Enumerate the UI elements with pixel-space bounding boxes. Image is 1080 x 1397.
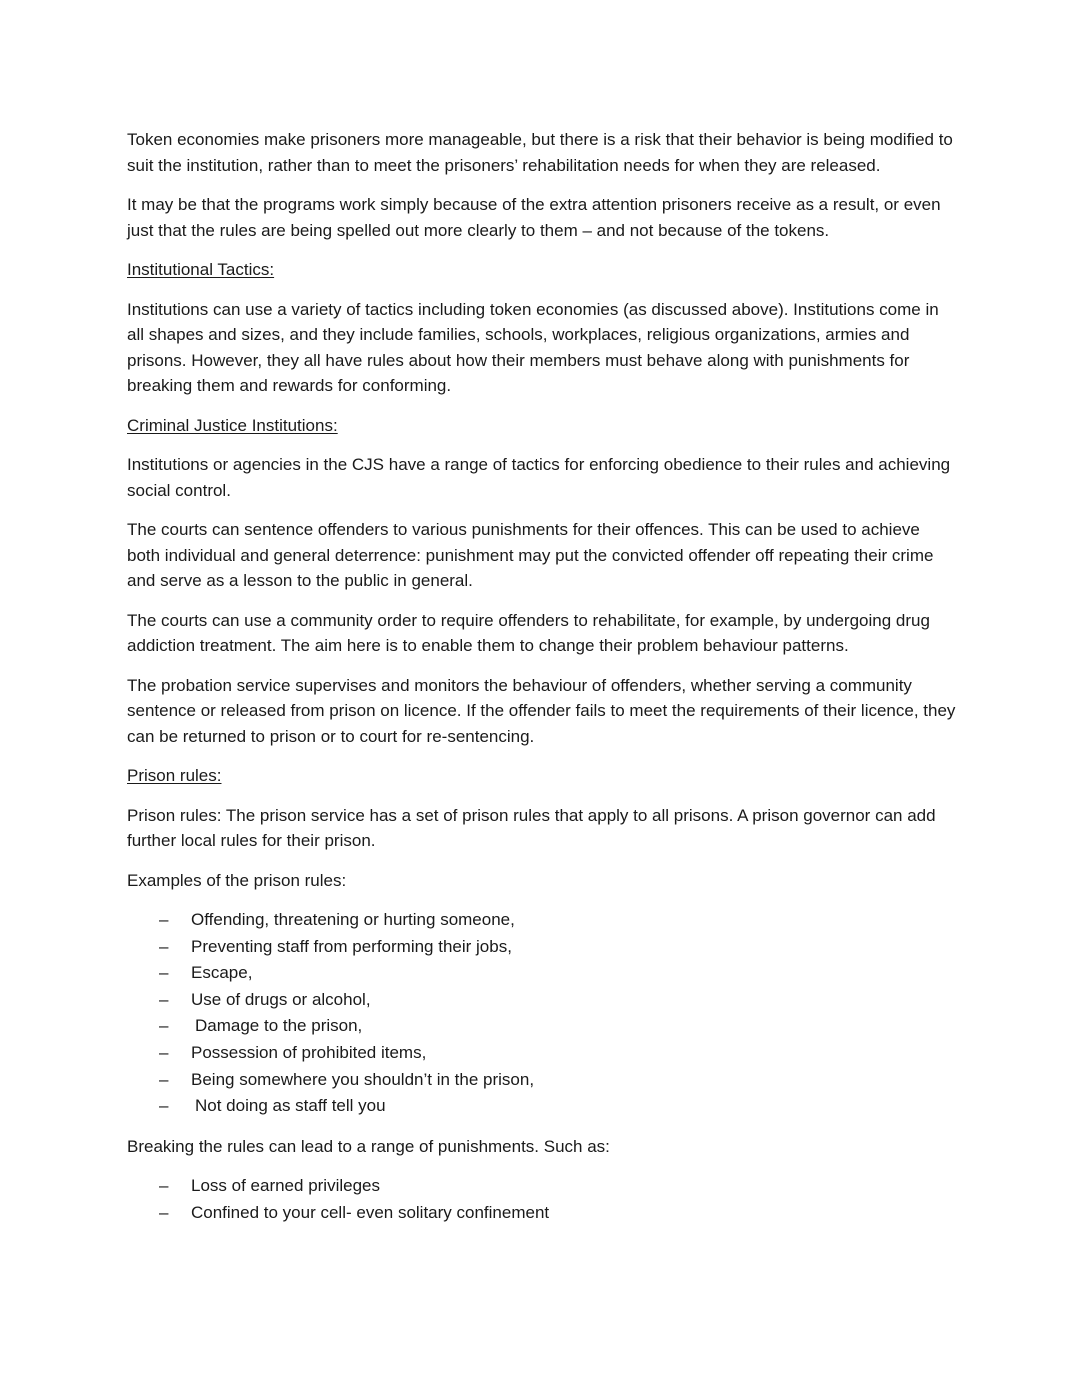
list-item [127,907,957,934]
list-item [127,1200,957,1227]
paragraph-probation-service: The probation service supervises and monitors the behaviour of offenders, whether serving a community sentence or released from prison on licence. If the offender fails to meet the requirements of their licence, they can be returned to prison or to court for re-sentencing. [127,675,956,746]
paragraph-institutions: Institutions can use a variety of tactics including token economies (as discussed above). Institutions come in all shapes and sizes, and they include families, schools, workplaces, religious organizations, armies and prisons. However, they all have rules about how their members must behave along with punishments for breaking them and rewards for conforming. [127,299,939,395]
list-item-text: Escape, [191,963,253,983]
heading-criminal-justice-institutions: Criminal Justice Institutions: [127,415,338,435]
paragraph-punishments-intro: Breaking the rules can lead to a range of punishments. Such as: [127,1136,610,1156]
dash-bullet: – [159,1069,169,1089]
paragraph-extra-attention: It may be that the programs work simply because of the extra attention prisoners receive as a result, or even just that the rules are being spelled out more clearly to them – and not because of the tokens. [127,195,941,240]
dash-bullet: – [159,936,169,956]
prison-rules-list [127,907,957,1120]
list-item-text: Possession of prohibited items, [191,1042,427,1062]
paragraph-courts-sentence: The courts can sentence offenders to various punishments for their offences. This can be used to achieve both individual and general deterrence: punishment may put the convicted offender off repeating their crime and serve as a lesson to the public in general. [127,520,934,590]
list-item [127,934,957,961]
dash-bullet: – [159,1096,169,1116]
paragraph-examples-intro: Examples of the prison rules: [127,870,347,890]
list-item [127,1093,957,1120]
list-item-text: Confined to your cell- even solitary confinement [191,1202,550,1222]
dash-bullet: – [159,1016,169,1036]
list-item [127,1173,957,1200]
heading-prison-rules: Prison rules: [127,766,222,785]
list-item [127,987,957,1014]
heading-institutional-tactics: Institutional Tactics: [127,260,275,279]
dash-bullet: – [159,963,169,983]
list-item-text: Use of drugs or alcohol, [191,989,371,1009]
list-item [127,1067,957,1094]
dash-bullet: – [159,1042,169,1062]
document-page [127,127,957,1240]
dash-bullet: – [159,989,169,1009]
list-item [127,960,957,987]
list-item [127,1040,957,1067]
list-item-text: Loss of earned privileges [191,1176,381,1196]
dash-bullet: – [159,1202,169,1222]
punishments-list [127,1173,957,1226]
paragraph-cjs-tactics: Institutions or agencies in the CJS have a range of tactics for enforcing obedience to their rules and achieving social control. [127,455,951,500]
paragraph-prison-rules: Prison rules: The prison service has a set of prison rules that apply to all prisons. A prison governor can add further local rules for their prison. [127,805,936,850]
list-item-text: Preventing staff from performing their jobs, [191,936,512,956]
dash-bullet: – [159,910,169,929]
list-item-text: Damage to the prison, [195,1016,363,1036]
list-item [127,1013,957,1040]
paragraph-community-order: The courts can use a community order to require offenders to rehabilitate, for example, by undergoing drug addiction treatment. The aim here is to enable them to change their problem behaviour patterns. [127,610,930,655]
list-item-text: Not doing as staff tell you [195,1096,386,1116]
list-item-text: Being somewhere you shouldn’t in the prison, [191,1069,535,1089]
paragraph-token-economies: Token economies make prisoners more manageable, but there is a risk that their behavior is being modified to suit the institution, rather than to meet the prisoners’ rehabilitation needs for when they are released. [127,130,953,175]
dash-bullet: – [159,1176,169,1196]
list-item-text: Offending, threatening or hurting someone, [191,910,515,929]
